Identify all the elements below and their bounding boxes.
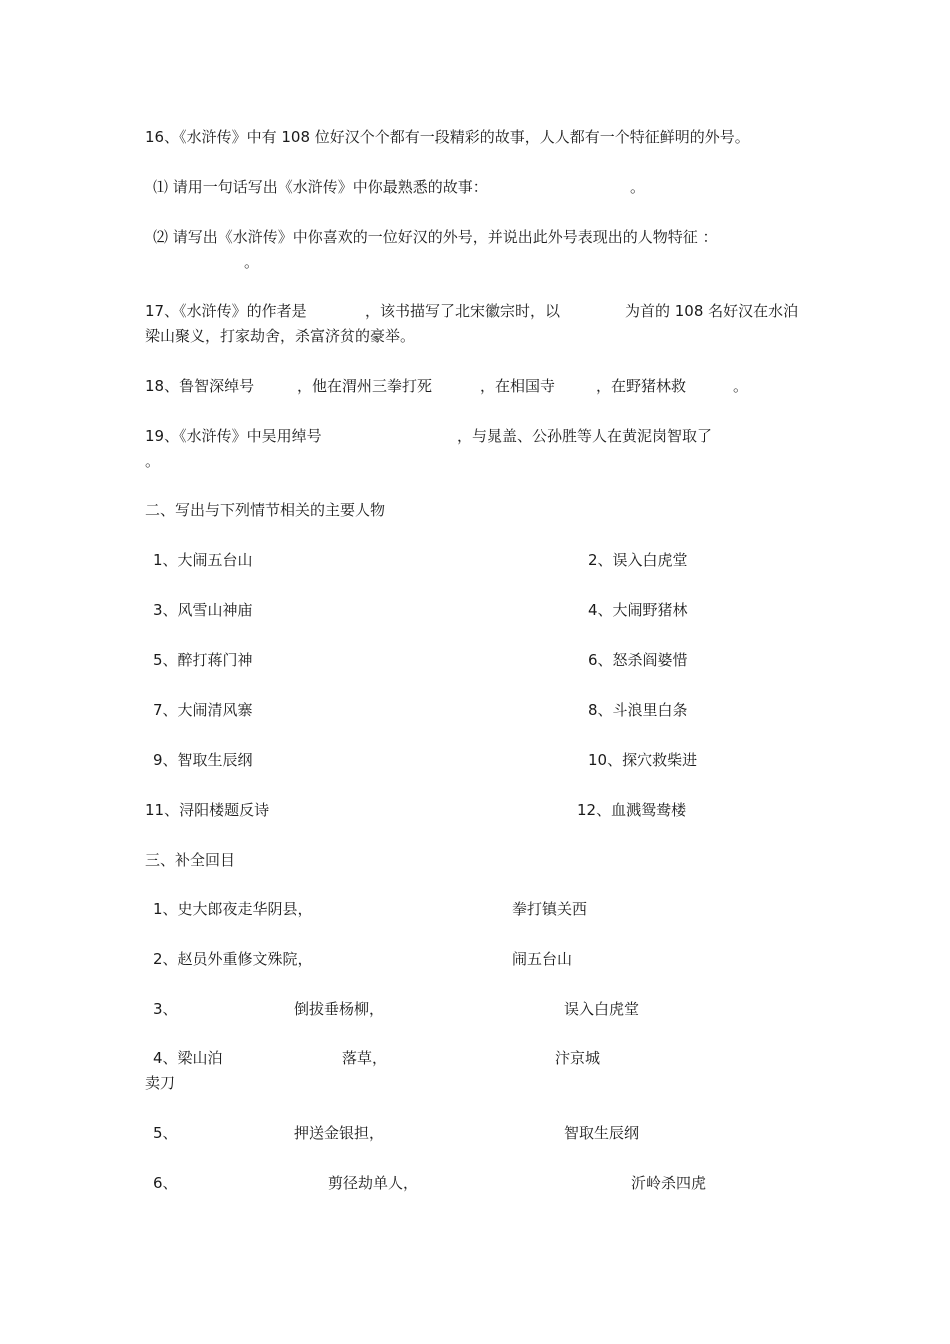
question-16-sub1: ⑴ 请用一句话写出《水浒传》中你最熟悉的故事： <box>153 178 488 196</box>
list-item: 5、醉打蒋门神 <box>153 651 253 669</box>
section-3-heading: 三、补全回目 <box>145 851 236 869</box>
question-16-sub1-end: 。 <box>630 178 646 196</box>
question-16: 16、《水浒传》中有 108 位好汉个个都有一段精彩的故事，人人都有一个特征鲜明的外号。 <box>145 128 750 146</box>
question-17-part3: 为首的 108 名好汉在水泊 <box>625 302 799 320</box>
chapter-4-first-end: 落草， <box>342 1049 388 1067</box>
question-19-part2: ，与晁盖、公孙胜等人在黄泥岗智取了 <box>457 427 713 445</box>
chapter-5-number: 5、 <box>153 1124 178 1142</box>
question-17-part2: ，该书描写了北宋徽宗时，以 <box>365 302 561 320</box>
chapter-6-second: 沂岭杀四虎 <box>631 1174 707 1192</box>
question-18-end: 。 <box>733 377 749 395</box>
question-17-line2: 梁山聚义，打家劫舍，杀富济贫的豪举。 <box>145 327 416 345</box>
list-item: 11、浔阳楼题反诗 <box>145 801 270 819</box>
question-19-end: 。 <box>145 452 161 470</box>
list-item: 7、大闹清风寨 <box>153 701 253 719</box>
question-19-part1: 19、《水浒传》中吴用绰号 <box>145 427 322 445</box>
chapter-3-number: 3、 <box>153 1000 178 1018</box>
question-16-sub2: ⑵ 请写出《水浒传》中你喜欢的一位好汉的外号，并说出此外号表现出的人物特征 ： <box>153 228 718 246</box>
list-item: 12、血溅鸳鸯楼 <box>577 801 687 819</box>
question-17-part1: 17、《水浒传》的作者是 <box>145 302 307 320</box>
chapter-5-first: 押送金银担， <box>294 1124 385 1142</box>
chapter-4-second-end: 卖刀 <box>145 1074 176 1092</box>
chapter-6-first: 剪径劫单人， <box>328 1174 419 1192</box>
question-18-part3: ，在相国寺 <box>480 377 556 395</box>
list-item: 9、智取生辰纲 <box>153 751 253 769</box>
list-item: 1、大闹五台山 <box>153 551 253 569</box>
list-item: 6、怒杀阎婆惜 <box>588 651 688 669</box>
chapter-3-second: 误入白虎堂 <box>564 1000 640 1018</box>
chapter-2-second: 闹五台山 <box>512 950 573 968</box>
list-item: 2、误入白虎堂 <box>588 551 688 569</box>
chapter-1-first: 1、史大郎夜走华阴县， <box>153 900 313 918</box>
question-16-sub2-end: 。 <box>244 253 260 271</box>
chapter-5-second: 智取生辰纲 <box>564 1124 640 1142</box>
chapter-1-second: 拳打镇关西 <box>512 900 588 918</box>
chapter-3-first: 倒拔垂杨柳， <box>294 1000 385 1018</box>
section-2-heading: 二、写出与下列情节相关的主要人物 <box>145 501 386 519</box>
chapter-6-number: 6、 <box>153 1174 178 1192</box>
list-item: 10、探穴救柴进 <box>588 751 698 769</box>
list-item: 8、斗浪里白条 <box>588 701 688 719</box>
question-18-part2: ，他在渭州三拳打死 <box>297 377 433 395</box>
chapter-4-first: 4、梁山泊 <box>153 1049 223 1067</box>
chapter-4-second: 汴京城 <box>555 1049 601 1067</box>
list-item: 4、大闹野猪林 <box>588 601 688 619</box>
question-18-part1: 18、鲁智深绰号 <box>145 377 255 395</box>
question-18-part4: ，在野猪林救 <box>596 377 687 395</box>
list-item: 3、风雪山神庙 <box>153 601 253 619</box>
chapter-2-first: 2、赵员外重修文殊院， <box>153 950 313 968</box>
